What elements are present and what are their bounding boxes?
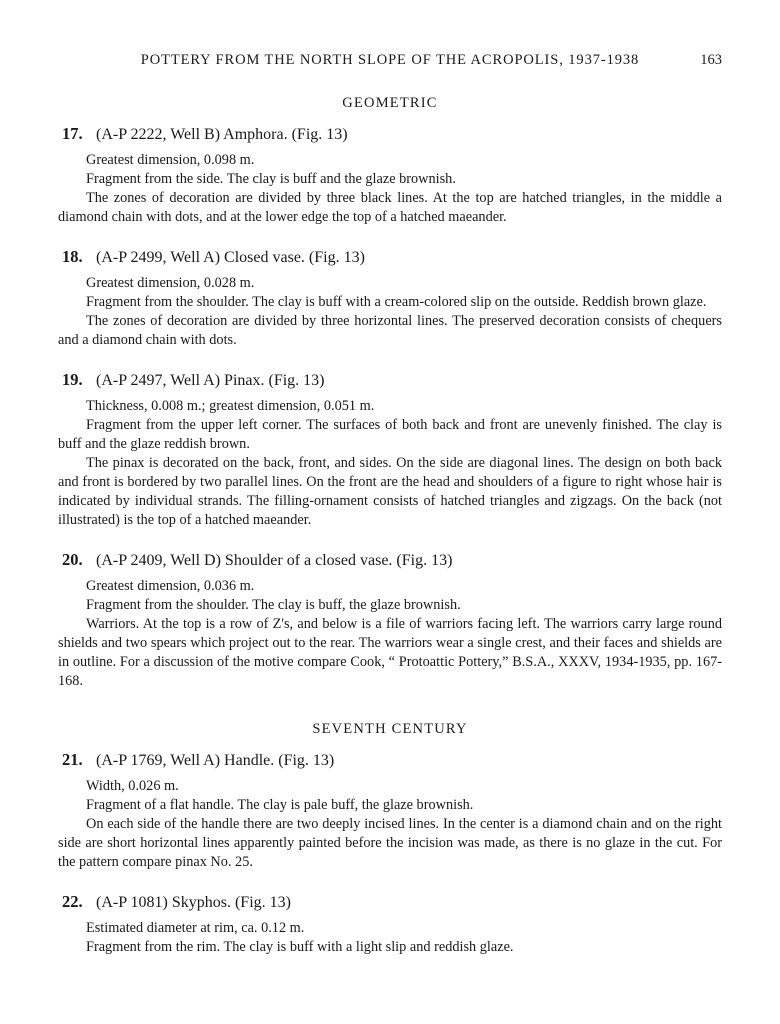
entry-spacer — [58, 876, 722, 892]
entry-spacer — [58, 354, 722, 370]
entry-body — [58, 151, 722, 227]
running-head-title: POTTERY FROM THE NORTH SLOPE OF THE ACROPOLIS, 1937-1938 — [140, 52, 640, 68]
page-number: 163 — [700, 52, 722, 68]
entry-number: 17. — [62, 124, 83, 143]
entry-paragraph: Greatest dimension, 0.036 m. — [86, 578, 255, 594]
entry-title: (A-P 2409, Well D) Shoulder of a closed vase. (Fig. 13) — [96, 552, 453, 569]
entry-number: 18. — [62, 247, 83, 266]
entry-paragraph: The pinax is decorated on the back, front, and sides. On the side are diagonal lines. The design on both back and front is bordered by two parallel lines. On the front are the head and shoulders of a figure to right whose hair is indicated by individual strands. The filling-ornament consists of hatched triangles and zigzags. On the back (not illustrated) is the top of a hatched maeander. — [58, 455, 722, 528]
entry-paragraph: Fragment from the side. The clay is buff and the glaze brownish. — [86, 171, 456, 187]
entry-title: (A-P 2499, Well A) Closed vase. (Fig. 13) — [96, 249, 365, 266]
entry-paragraph: Greatest dimension, 0.098 m. — [86, 152, 255, 168]
entry-title: (A-P 1769, Well A) Handle. (Fig. 13) — [96, 752, 335, 769]
section-heading-geometric: GEOMETRIC — [342, 95, 438, 111]
entry-title: (A-P 2497, Well A) Pinax. (Fig. 13) — [96, 372, 325, 389]
entry-paragraph: Width, 0.026 m. — [86, 778, 179, 794]
entry-paragraph: Thickness, 0.008 m.; greatest dimension, 0.051 m. — [86, 398, 375, 414]
entry-heading — [58, 892, 722, 912]
catalog-entry-18 — [58, 247, 722, 350]
entry-number: 19. — [62, 370, 83, 389]
section-heading-seventh-century: SEVENTH CENTURY — [312, 721, 468, 737]
entry-body — [58, 919, 722, 957]
catalog-entry-17 — [58, 124, 722, 227]
entry-heading — [58, 124, 722, 144]
entry-title: (A-P 1081) Skyphos. (Fig. 13) — [96, 894, 291, 911]
entry-paragraph: Greatest dimension, 0.028 m. — [86, 275, 255, 291]
entry-number: 21. — [62, 750, 83, 769]
catalog-entry-19 — [58, 370, 722, 530]
entry-number: 22. — [62, 892, 83, 911]
entry-body — [58, 397, 722, 530]
entry-body — [58, 777, 722, 872]
catalog-entry-21 — [58, 750, 722, 872]
entry-title: (A-P 2222, Well B) Amphora. (Fig. 13) — [96, 126, 348, 143]
entry-heading — [58, 550, 722, 570]
entry-paragraph: Fragment from the shoulder. The clay is buff with a cream-colored slip on the outside. Reddish brown glaze. — [86, 294, 707, 310]
entry-paragraph: The zones of decoration are divided by three horizontal lines. The preserved decoration consists of chequers and a diamond chain with dots. — [58, 313, 722, 348]
entry-paragraph: The zones of decoration are divided by three black lines. At the top are hatched triangles, in the middle a diamond chain with dots, and at the lower edge the top of a hatched maeander. — [58, 190, 722, 225]
entry-spacer — [58, 534, 722, 550]
entry-heading — [58, 750, 722, 770]
entry-paragraph: Warriors. At the top is a row of Z's, and below is a file of warriors facing left. The warriors carry large round shields and two spears which project out to the rear. The warriors wear a single crest, and their faces and shields are in outline. For a discussion of the motive compare Cook, “ Protoattic Pottery,” B.S.A., XXXV, 1934-1935, pp. 167-168. — [58, 616, 722, 689]
entry-paragraph: Fragment from the upper left corner. The surfaces of both back and front are unevenly finished. The clay is buff and the glaze reddish brown. — [58, 417, 722, 452]
entry-body — [58, 274, 722, 350]
entry-body — [58, 577, 722, 691]
entry-paragraph: Fragment of a flat handle. The clay is pale buff, the glaze brownish. — [86, 797, 474, 813]
entry-paragraph: Estimated diameter at rim, ca. 0.12 m. — [86, 920, 305, 936]
entry-paragraph: On each side of the handle there are two deeply incised lines. In the center is a diamond chain and on the right side are short horizontal lines apparently painted before the incision was made, as there is no glaze in the cut. For the pattern compare pinax No. 25. — [58, 816, 722, 870]
entry-heading — [58, 370, 722, 390]
entry-number: 20. — [62, 550, 83, 569]
running-head — [58, 52, 722, 69]
entry-heading — [58, 247, 722, 267]
entry-spacer — [58, 231, 722, 247]
entry-paragraph: Fragment from the shoulder. The clay is buff, the glaze brownish. — [86, 597, 461, 613]
entry-paragraph: Fragment from the rim. The clay is buff with a light slip and reddish glaze. — [86, 939, 514, 955]
catalog-entry-20 — [58, 550, 722, 691]
catalog-entry-22 — [58, 892, 722, 957]
